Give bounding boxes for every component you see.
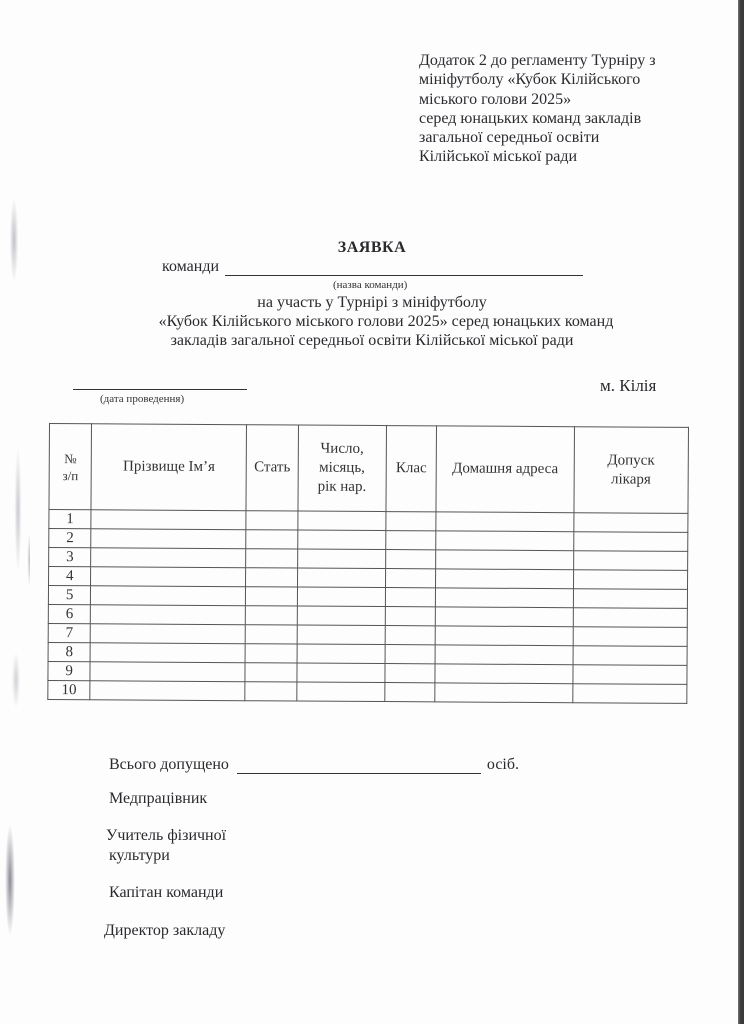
class-cell[interactable] <box>385 550 436 569</box>
class-cell[interactable] <box>385 683 436 702</box>
signature-label: культури <box>109 847 170 864</box>
scan-edge-border <box>738 0 744 1024</box>
name-cell[interactable] <box>90 681 245 701</box>
annex-note <box>419 51 656 167</box>
class-cell[interactable] <box>385 588 436 607</box>
total-admitted-row <box>109 756 519 774</box>
sex-cell[interactable] <box>245 663 297 682</box>
header-sex: Стать <box>246 425 298 511</box>
birthdate-cell[interactable] <box>297 549 385 569</box>
total-admitted-field[interactable] <box>237 757 481 774</box>
team-label: команди <box>162 258 220 275</box>
sex-cell[interactable] <box>246 530 298 549</box>
class-cell[interactable] <box>385 645 436 664</box>
row-number: 3 <box>49 548 91 567</box>
birthdate-cell[interactable] <box>297 663 385 683</box>
date-field[interactable] <box>73 389 247 390</box>
address-cell[interactable] <box>436 550 573 570</box>
sex-cell[interactable] <box>246 549 298 568</box>
row-number: 6 <box>48 604 90 623</box>
class-cell[interactable] <box>385 607 436 626</box>
doctor-clearance-cell[interactable] <box>572 665 687 685</box>
name-cell[interactable] <box>91 567 246 587</box>
birthdate-cell[interactable] <box>297 587 385 607</box>
table-header-row <box>49 424 689 514</box>
annex-line: серед юнацьких команд закладів <box>419 109 642 127</box>
signature-medic: Медпрацівник <box>109 790 208 807</box>
team-name-field[interactable] <box>225 258 583 276</box>
sex-cell[interactable] <box>245 644 297 663</box>
signature-pe-teacher <box>106 826 226 866</box>
header-name: Прізвище Ім’я <box>91 424 246 511</box>
doctor-clearance-cell[interactable] <box>573 570 688 590</box>
header-text: рік нар. <box>317 478 367 495</box>
doctor-clearance-cell[interactable] <box>573 551 688 571</box>
row-number: 10 <box>48 680 90 699</box>
annex-line: міського голови 2025» <box>419 90 572 108</box>
header-text: Допуск <box>607 451 655 469</box>
doctor-clearance-cell[interactable] <box>573 589 688 609</box>
roster-table <box>47 423 689 704</box>
sex-cell[interactable] <box>246 587 298 606</box>
class-cell[interactable] <box>385 664 436 683</box>
birthdate-cell[interactable] <box>297 625 385 645</box>
team-name-hint: (назва команди) <box>333 279 408 291</box>
doctor-clearance-cell[interactable] <box>572 684 687 704</box>
class-cell[interactable] <box>386 512 437 531</box>
class-cell[interactable] <box>386 531 437 550</box>
sex-cell[interactable] <box>246 568 298 587</box>
annex-line: Додаток 2 до регламенту Турніру з <box>419 52 656 69</box>
header-text: місяць, <box>319 459 365 476</box>
name-cell[interactable] <box>91 624 246 644</box>
birthdate-cell[interactable] <box>297 606 385 626</box>
date-hint: (дата проведення) <box>100 393 185 405</box>
address-cell[interactable] <box>436 588 573 608</box>
address-cell[interactable] <box>436 626 573 646</box>
address-cell[interactable] <box>436 569 573 589</box>
header-number <box>49 424 92 510</box>
annex-line: загальної середньої освіти <box>419 129 600 147</box>
sex-cell[interactable] <box>245 625 297 644</box>
address-cell[interactable] <box>436 531 573 551</box>
header-class: Клас <box>386 426 437 512</box>
header-text: № <box>64 450 77 466</box>
name-cell[interactable] <box>91 548 246 568</box>
doctor-clearance-cell[interactable] <box>573 608 688 628</box>
birthdate-cell[interactable] <box>297 568 385 588</box>
address-cell[interactable] <box>435 645 572 665</box>
header-address: Домашня адреса <box>436 426 574 513</box>
name-cell[interactable] <box>90 662 245 682</box>
name-cell[interactable] <box>91 605 246 625</box>
signature-director: Директор закладу <box>104 922 226 939</box>
header-birthdate <box>298 425 387 512</box>
annex-line: мініфутболу «Кубок Кілійського <box>419 71 641 89</box>
row-number: 1 <box>49 510 91 529</box>
class-cell[interactable] <box>385 569 436 588</box>
participation-line: закладів загальної середньої освіти Кілійської міської ради <box>170 332 574 349</box>
row-number: 2 <box>49 529 91 548</box>
sex-cell[interactable] <box>245 682 297 701</box>
signature-label: Учитель фізичної <box>106 827 227 844</box>
participation-line: «Кубок Кілійського міського голови 2025» серед юнацьких команд <box>158 313 614 330</box>
birthdate-cell[interactable] <box>297 644 385 664</box>
birthdate-cell[interactable] <box>298 530 386 550</box>
doctor-clearance-cell[interactable] <box>573 513 688 533</box>
doctor-clearance-cell[interactable] <box>573 646 688 666</box>
name-cell[interactable] <box>90 643 245 663</box>
total-label: Всього допущено <box>109 756 229 773</box>
address-cell[interactable] <box>435 683 572 703</box>
header-text: лікаря <box>610 470 651 488</box>
row-number: 8 <box>48 642 90 661</box>
row-number: 4 <box>49 567 91 586</box>
address-cell[interactable] <box>435 664 572 684</box>
header-text: з/п <box>62 467 79 483</box>
annex-line: Кілійської міської ради <box>419 148 578 166</box>
total-unit: осіб. <box>486 756 520 773</box>
header-doctor-clearance <box>573 427 688 514</box>
table-row <box>48 680 687 703</box>
doctor-clearance-cell[interactable] <box>573 532 688 552</box>
signature-captain: Капітан команди <box>109 884 224 901</box>
row-number: 9 <box>48 661 90 680</box>
doctor-clearance-cell[interactable] <box>573 627 688 647</box>
row-number: 5 <box>48 586 90 605</box>
birthdate-cell[interactable] <box>298 511 386 531</box>
document-title: ЗАЯВКА <box>337 239 407 256</box>
class-cell[interactable] <box>385 626 436 645</box>
address-cell[interactable] <box>436 512 573 532</box>
sex-cell[interactable] <box>246 511 298 530</box>
address-cell[interactable] <box>436 607 573 627</box>
participation-text <box>0 293 744 350</box>
header-text: Число, <box>320 440 364 457</box>
birthdate-cell[interactable] <box>297 682 385 702</box>
sex-cell[interactable] <box>245 606 297 625</box>
city-label: м. Кілія <box>600 376 657 395</box>
participation-line: на участь у Турнірі з мініфутболу <box>257 294 487 311</box>
name-cell[interactable] <box>91 586 246 606</box>
row-number: 7 <box>48 623 90 642</box>
name-cell[interactable] <box>91 529 246 549</box>
team-name-row <box>162 258 583 276</box>
name-cell[interactable] <box>91 510 246 530</box>
